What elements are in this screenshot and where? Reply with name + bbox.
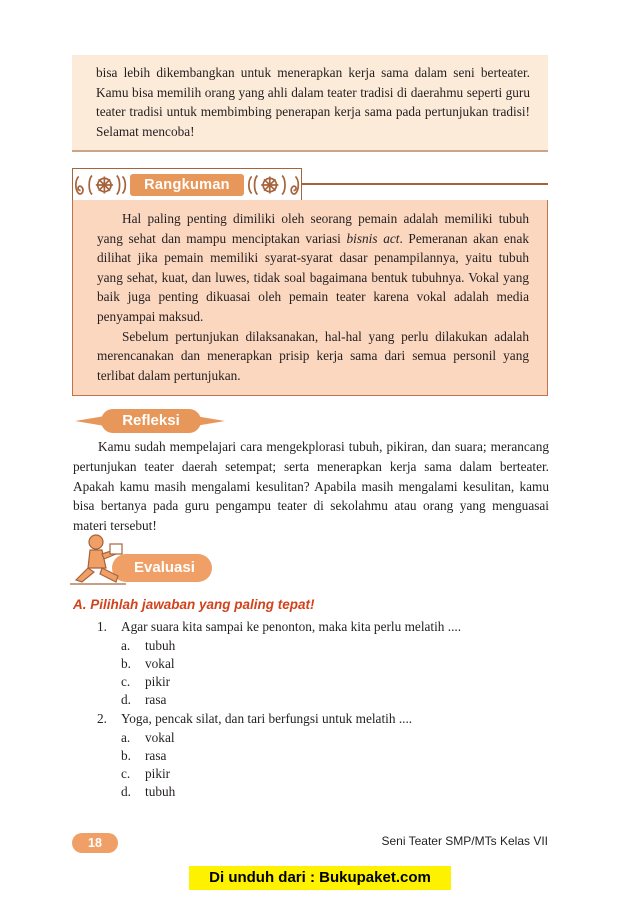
refleksi-header <box>75 407 225 435</box>
answer-option[interactable]: d. rasa <box>121 692 167 708</box>
ornament-right-icon <box>246 170 301 200</box>
rangkuman-box <box>72 200 548 396</box>
rangkuman-title: Rangkuman <box>130 174 244 196</box>
answer-option[interactable]: b. rasa <box>121 747 167 763</box>
question-number: 1. <box>97 619 107 634</box>
evaluasi-title: Evaluasi <box>112 554 212 582</box>
answer-option[interactable]: c. pikir <box>121 673 171 689</box>
refleksi-text: Kamu sudah mempelajari cara mengekplorasi tubuh, pikiran, dan suara; merancang pertunjukan teater daerah setempat; serta menerapkan kerja sama dalam berteater. Apakah kamu masih mengalami kesulitan? Apabila masih mengalami kesulitan, kamu bisa bertanya pada guru pengampu teater di sekolahmu atau orang yang menguasai materi tersebut! <box>73 439 549 534</box>
answer-option[interactable]: d. tubuh <box>121 784 176 800</box>
refleksi-title: Refleksi <box>101 409 201 433</box>
rangkuman-paragraph-2: Sebelum pertunjukan dilaksanakan, hal-hal yang perlu dilakukan adalah merencanakan dan menerapkan prisip kerja sama dari semua personil yang terlibat dalam pertunjukan. <box>97 328 529 383</box>
question-text: Agar suara kita sampai ke penonton, maka kita perlu melatih .... <box>121 619 462 634</box>
intro-text: bisa lebih dikembangkan untuk menerapkan kerja sama dalam seni berteater. Kamu bisa memilih orang yang ahli dalam teater tradisi di daerahmu seperti guru teater tradisi untuk membimbing penerapan kerja sama pada pertunjukan tradisi! Selamat mencoba! <box>96 65 530 139</box>
answer-option[interactable]: a. tubuh <box>121 637 176 653</box>
section-a-heading: A. Pilihlah jawaban yang paling tepat! <box>73 597 315 612</box>
rangkuman-divider <box>302 183 548 185</box>
answer-option[interactable]: b. vokal <box>121 655 175 671</box>
question-2 <box>97 710 412 801</box>
rangkuman-paragraph-1: Hal paling penting dimiliki oleh seorang pemain adalah memiliki tubuh yang sehat dan mampu menciptakan variasi bisnis act. Pemeranan akan enak dilihat jika pemain memiliki syarat-syarat dasar penampilannya, yaitu tubuh yang sehat, kuat, dan luwes, tidak soal bagaimana bentuk tubuhnya. Vokal yang baik juga penting dikuasai oleh pemain teater karena vokal adalah media penyampai maksud. <box>97 211 529 324</box>
intro-box <box>72 55 548 152</box>
answer-option[interactable]: a. vokal <box>121 729 175 745</box>
question-text: Yoga, pencak silat, dan tari berfungsi untuk melatih .... <box>121 711 413 726</box>
book-title: Seni Teater SMP/MTs Kelas VII <box>381 834 548 848</box>
reading-person-icon <box>68 532 128 587</box>
rangkuman-header <box>72 168 302 202</box>
page-number: 18 <box>72 833 118 853</box>
answer-option[interactable]: c. pikir <box>121 765 171 781</box>
ornament-left-icon <box>73 170 128 200</box>
question-1 <box>97 618 461 709</box>
download-banner[interactable]: Di unduh dari : Bukupaket.com <box>189 866 451 890</box>
question-number: 2. <box>97 711 107 726</box>
evaluasi-header <box>68 532 228 587</box>
